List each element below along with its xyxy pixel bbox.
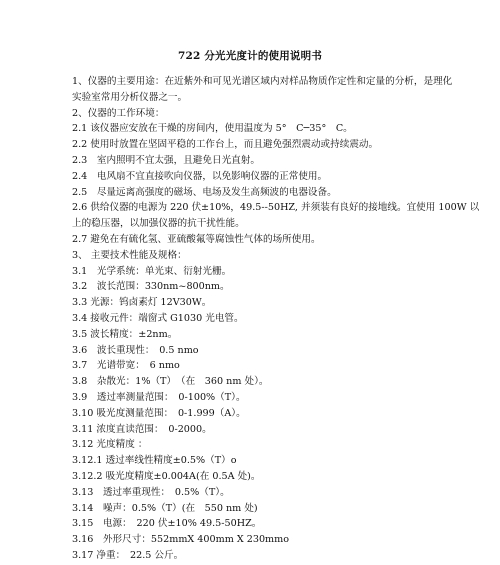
text-line: 2.5 尽量远离高强度的磁场、电场及发生高频波的电器设备。 [72, 187, 337, 198]
text-line: 3.17 净重： 22.5 公斤。 [72, 550, 184, 561]
text-line: 1、仪器的主要用途：在近紫外和可见光谱区域内对样品物质作定性和定量的分析，是理化 [72, 76, 453, 87]
text-line: 2.7 避免在有硫化氢、亚硫酸氟等腐蚀性气体的场所使用。 [72, 234, 321, 245]
text-line: 2.1 该仪器应安放在干燥的房间内，使用温度为 5° C─35° C。 [72, 123, 353, 134]
text-line: 3.10 吸光度测量范围： 0-1.999（A）。 [72, 408, 246, 419]
text-line: 3.6 波长重现性： 0.5 nmo [72, 345, 199, 356]
document-title: 722 分光光度计的使用说明书 [177, 50, 323, 62]
text-line: 2.3 室内照明不宜太强，且避免日光直射。 [72, 155, 260, 166]
text-line: 3.3 光源：钨卤素灯 12V30W。 [72, 297, 212, 308]
text-line: 实验室常用分析仪器之一。 [72, 92, 188, 103]
text-line: 2.2 使用时放置在坚固平稳的工作台上，而且避免强烈震动或持续震动。 [72, 139, 379, 150]
text-line: 3.13 透过率重现性： 0.5%（T）。 [72, 487, 230, 498]
text-line: 3.1 光学系统：单光束、衍射光栅。 [72, 266, 232, 277]
text-line: 3.16 外形尺寸：552mmX 400mm X 230mmo [72, 534, 290, 545]
text-line: 3.5 波长精度：±2nm。 [72, 329, 178, 340]
text-line: 3.4 接收元件：端窗式 G1030 光电管。 [72, 313, 244, 324]
text-line: 3.12.2 吸光度精度±0.004A(在 0.5A 处)。 [72, 471, 261, 482]
text-line: 3.2 波长范围：330nm~800nm。 [72, 281, 230, 292]
text-line: 3.8 杂散光：1%（T） （在 360 nm 处）。 [72, 376, 269, 387]
text-line: 3.12 光度精度 ： [72, 439, 148, 450]
text-line: 3.15 电源： 220 伏±10% 49.5-50HZ。 [72, 518, 262, 529]
text-line: 上的稳压器，以加强仪器的抗干扰性能。 [72, 218, 245, 229]
text-line: 3.11 浓度直读范围： 0-2000。 [72, 424, 212, 435]
text-line: 3.7 光谱带宽： 6 nmo [72, 360, 180, 371]
text-line: 3.12.1 透过率线性精度±0.5%（T）o [72, 455, 237, 466]
text-line: 2.6 供给仪器的电源为 220 伏±10%，49.5--50HZ, 并须装有良好的接地线。宜使用 100W 以 [72, 202, 480, 213]
text-line: 2.4 电风扇不宜直接吹向仪器，以免影响仪器的正常使用。 [72, 171, 328, 182]
text-line: 3、 主要技术性能及规格： [72, 250, 187, 261]
text-line: 3.14 噪声：0.5%（T）(在 550 nm 处) [72, 503, 258, 514]
text-line: 3.9 透过率测量范围： 0-100%（T）。 [72, 392, 246, 403]
text-line: 2、仪器的工作环境： [72, 108, 165, 119]
